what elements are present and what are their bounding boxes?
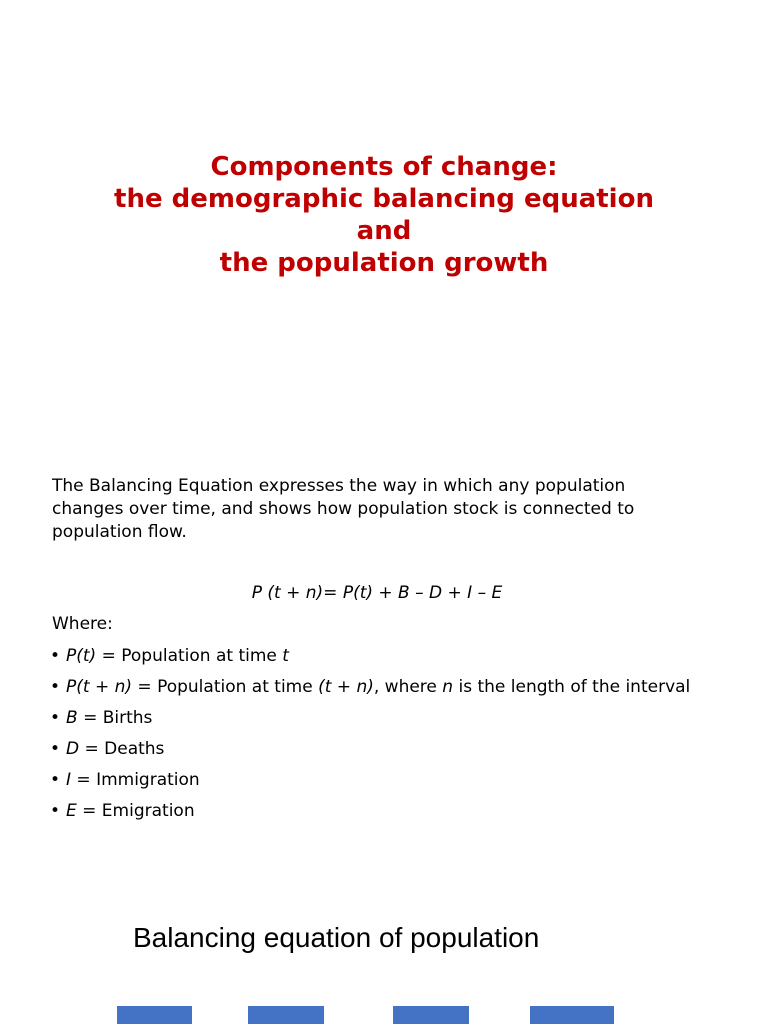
bullet-icon: • xyxy=(50,770,61,790)
bullet-icon: • xyxy=(50,677,61,697)
definition-item xyxy=(50,800,690,831)
definition-item xyxy=(50,676,690,707)
definition-symbol: B xyxy=(66,708,78,728)
definition-symbol: I xyxy=(66,770,72,790)
intro-paragraph: The Balancing Equation expresses the way in which any population changes over time, and shows how population stock is connected to population flow. xyxy=(52,476,635,542)
definition-text-cont: , where xyxy=(373,677,443,697)
definition-text: = Births xyxy=(77,708,153,728)
bullet-icon: • xyxy=(50,646,61,666)
bullet-icon: • xyxy=(50,708,61,728)
definition-text: = Population at time xyxy=(96,646,283,666)
bullet-icon: • xyxy=(50,739,61,759)
definition-text: = Population at time xyxy=(132,677,319,697)
diagram-title: Balancing equation of population xyxy=(133,922,540,953)
definition-symbol: E xyxy=(66,801,77,821)
diagram-box xyxy=(117,1006,192,1024)
definition-text: = Deaths xyxy=(79,739,165,759)
title-line-2: the demographic balancing equation xyxy=(114,184,654,214)
definition-variable: (t + n) xyxy=(318,677,374,697)
slide-title xyxy=(0,151,768,279)
definition-item xyxy=(50,738,690,769)
definition-text: = Emigration xyxy=(76,801,195,821)
diagram-box xyxy=(530,1006,614,1024)
title-line-1: Components of change: xyxy=(210,152,558,182)
title-line-4: the population growth xyxy=(219,248,549,278)
definition-item xyxy=(50,769,690,800)
definition-text: = Immigration xyxy=(71,770,200,790)
diagram-box xyxy=(248,1006,324,1024)
diagram-box xyxy=(393,1006,469,1024)
where-label: Where: xyxy=(52,614,113,634)
definition-symbol: P(t + n) xyxy=(66,677,133,697)
definition-list xyxy=(50,645,690,831)
definition-variable: t xyxy=(282,646,289,666)
definition-item xyxy=(50,645,690,676)
definition-symbol: D xyxy=(66,739,80,759)
bullet-icon: • xyxy=(50,801,61,821)
definition-variable-n: n xyxy=(442,677,454,697)
definition-symbol: P(t) xyxy=(66,646,97,666)
definition-text-end: is the length of the interval xyxy=(453,677,691,697)
balancing-formula: P (t + n)= P(t) + B – D + I – E xyxy=(251,583,503,603)
title-line-3: and xyxy=(356,216,412,246)
definition-item xyxy=(50,707,690,738)
